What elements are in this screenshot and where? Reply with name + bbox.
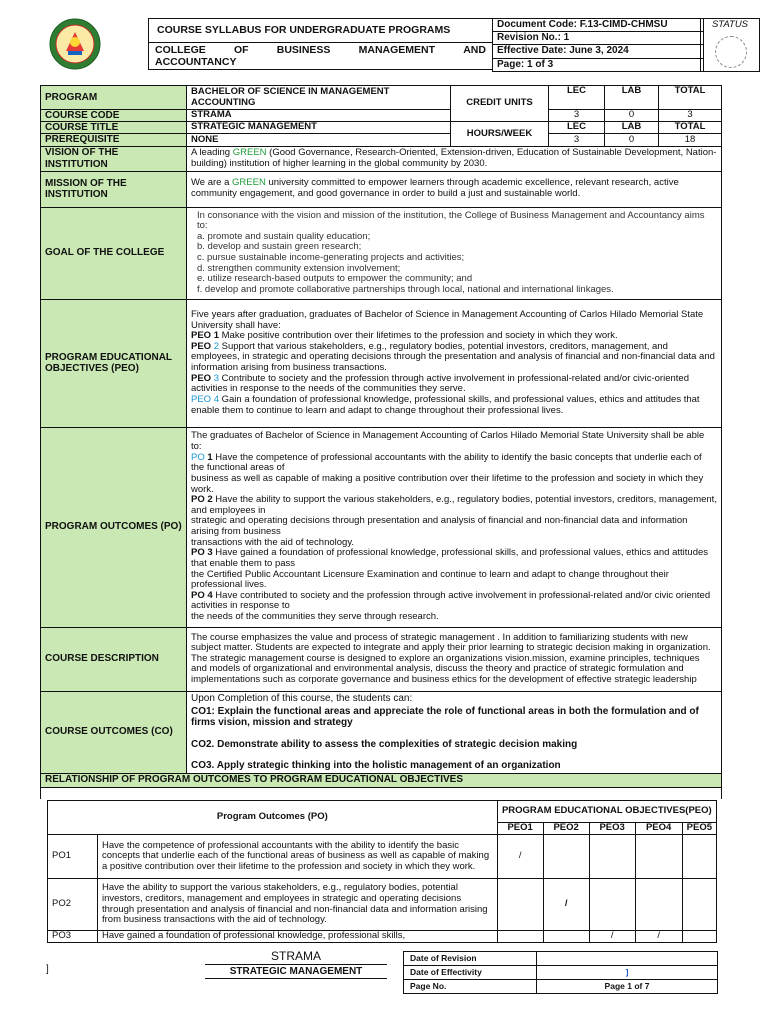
peo4-header: PEO4 [635, 823, 682, 835]
po-4: PO 4 Have contributed to society and the profession through active involvement in professional-related and/or civic oriented activities in response to the needs of the communities they serve through research. [191, 589, 711, 623]
goal-label: GOAL OF THE COLLEGE [41, 207, 187, 299]
peo-1: PEO 1 Make positive contribution over their lifetimes to the profession and society in which they work. [191, 330, 618, 342]
course-code-value: STRAMA [187, 110, 451, 122]
peo-2: PEO 2 Support that various stakeholders, e.g., regulatory bodies, potential investors, creditors, management, and employees, in strategic and operating decisions through the presentation and analysis of financial and non-financial data and information arising from business transactions. [191, 340, 715, 374]
peo-mark: / [589, 931, 635, 943]
goal-text: In consonance with the vision and mission of the institution, the College of Business Management and Accountancy aims to: a. promote and sustain quality education; b. develop and sustain green research; c. pursue sustainable income-generating projects and activities; d. strengthen community extension involvement; e. utilize research-based outputs to empower the community; and f. develop and promote collaborative partnerships through local, national and international linkages. [187, 207, 722, 299]
course-code-label: COURSE CODE [41, 110, 187, 122]
goal-item: c. pursue sustainable income-generating projects and activities; [197, 252, 465, 264]
cu-lec-header: LEC [549, 86, 605, 110]
co-1: CO1: Explain the functional areas and appreciate the role of functional areas in both the formulation and of firms vision, mission and strategy [191, 706, 699, 729]
mission-text: We are a GREEN university committed to empower learners through academic excellence, relevant research, active community engagement, and good governance in order to build a just and sustainable world. [187, 171, 722, 207]
cu-lab-header: LAB [605, 86, 659, 110]
peo-mark [497, 931, 543, 943]
peo-mark: / [497, 835, 543, 879]
program-value: BACHELOR OF SCIENCE IN MANAGEMENT ACCOUNTING [187, 86, 451, 110]
peo-mark [589, 835, 635, 879]
page-indicator: Page: 1 of 3 [492, 59, 704, 73]
po-column-header: Program Outcomes (PO) [48, 801, 498, 835]
peo-text: Five years after graduation, graduates of Bachelor of Science in Management Accounting of Carlos Hilado Memorial State University shall have: PEO 1 Make positive contribution over their lifetimes to the profession and society in which they work. PEO 2 Support that various stakeholders, e.g., regulatory bodies, potential investors, creditors, management, and employees, in strategic and operating decisions through the presentation and analysis of financial and non-financial data and information arising from business transactions. PEO 3 Contribute to society and the profession through active involvement in professional-related and/or civic-oriented activities in response to the needs of the communities they serve. PEO 4 Gain a foundation of professional knowledge, professional skills, and professional values, ethics and attitudes that enable them to continue to learn and adapt to change throughout their professional lives. [187, 299, 722, 427]
document-code: Document Code: F.13-CIMD-CHMSU [492, 18, 704, 32]
po-1: PO 1 Have the competence of professional accountants with the ability to identify the basic concepts that underlie each of the functional areas of business as well as capable of making a positive contribution over their lifetime to the profession and society in which they work. [191, 451, 704, 495]
program-label: PROGRAM [41, 86, 187, 110]
peo5-header: PEO5 [682, 823, 716, 835]
prerequisite-label: PREREQUISITE [41, 134, 187, 146]
course-info-table [40, 85, 722, 799]
po-label: PROGRAM OUTCOMES (PO) [41, 427, 187, 627]
hw-lab-header: LAB [605, 122, 659, 134]
co-2: CO2. Demonstrate ability to assess the complexities of strategic decision making [191, 738, 578, 750]
course-outcomes-text: Upon Completion of this course, the students can: CO1: Explain the functional areas and appreciate the role of functional areas in both the formulation and of firms vision, mission and strategy CO2. Demonstrate ability to assess the complexities of strategic decision making CO3. Apply strategic thinking into the holistic management of an organization [187, 691, 722, 773]
date-of-effectivity-value: ] [537, 966, 718, 980]
date-of-revision-value [537, 952, 718, 966]
peo-4: PEO 4 Gain a foundation of professional knowledge, professional skills, and professional values, ethics and attitudes that enable them to continue to learn and adapt to change throughout their professional lives. [191, 393, 700, 416]
goal-item: a. promote and sustain quality education; [197, 230, 371, 242]
cu-lab-value: 0 [605, 110, 659, 122]
table-row [48, 835, 717, 879]
peo1-header: PEO1 [497, 823, 543, 835]
cu-lec-value: 3 [549, 110, 605, 122]
status-box: STATUS [700, 18, 760, 72]
document-control-block [492, 18, 704, 72]
cu-total-header: TOTAL [659, 86, 722, 110]
course-description-label: COURSE DESCRIPTION [41, 627, 187, 691]
peo-mark [682, 835, 716, 879]
peo-mark [682, 931, 716, 943]
footer-revision-table [403, 951, 718, 994]
university-seal-logo [44, 18, 106, 70]
peo-mark [589, 879, 635, 931]
revision-number: Revision No.: 1 [492, 32, 704, 46]
po-id: PO1 [48, 835, 98, 879]
peo-mark [543, 835, 589, 879]
course-description-text: The course emphasizes the value and process of strategic management . In addition to familiarizing students with new subject matter. Students are expected to integrate and apply their prior learning to strategic decision making in organization. The strategic management course is designed to explore an organizations vision.mission, examine principles, techniques and models of organizational and environmental analysis, discuss the theory and practice of strategic formulation and implementations such as corporate governance and business ethics for the development of effective strategic leadership [187, 627, 722, 691]
table-row [48, 931, 717, 943]
vision-label: VISION OF THE INSTITUTION [41, 146, 187, 171]
peo-mark: / [543, 879, 589, 931]
footer-mark: ] [46, 964, 49, 975]
effective-date: Effective Date: June 3, 2024 [492, 45, 704, 59]
peo2-header: PEO2 [543, 823, 589, 835]
peo-mark [635, 835, 682, 879]
peo-mark [682, 879, 716, 931]
controlled-copy-stamp [715, 36, 747, 68]
hours-week-label: HOURS/WEEK [451, 122, 549, 146]
po-3: PO 3 Have gained a foundation of professional knowledge, professional skills, and professional values, ethics and attitudes that enable them to pass the Certified Public Accountant Licensure Examination and continue to learn and adapt to change throughout their professional lives. [191, 547, 709, 591]
hw-total-value: 18 [659, 134, 722, 146]
page-no-label: Page No. [404, 980, 537, 994]
date-of-revision-label: Date of Revision [404, 952, 537, 966]
po-2: PO 2 Have the ability to support the various stakeholders, e.g., regulatory bodies, potential investors, creditors, management, and employees in strategic and operating decisions through presentation and analysis of financial and non-financial data and information arising from business transactions with the aid of technology. [191, 494, 717, 548]
peo3-header: PEO3 [589, 823, 635, 835]
prerequisite-value: NONE [187, 134, 451, 146]
goal-item: b. develop and sustain green research; [197, 241, 362, 253]
peo-mark [543, 931, 589, 943]
peo-mark [497, 879, 543, 931]
course-title-label: COURSE TITLE [41, 122, 187, 134]
goal-item: d. strengthen community extension involvement; [197, 262, 401, 274]
hw-lec-header: LEC [549, 122, 605, 134]
hw-lab-value: 0 [605, 134, 659, 146]
page-no-value: Page 1 of 7 [537, 980, 718, 994]
goal-item: e. utilize research-based outputs to empower the community; and [197, 273, 473, 285]
goal-item: f. develop and promote collaborative partnerships through local, national and international linkages. [197, 283, 614, 295]
header-title-block [148, 18, 492, 70]
peo-mark [635, 879, 682, 931]
po-description: Have the competence of professional accountants with the ability to identify the basic concepts that underlie each of the functional areas of business as well as capable of making a positive contribution over their lifetime to the profession and society in which they work. [98, 835, 498, 879]
hw-lec-value: 3 [549, 134, 605, 146]
po-description: Have the ability to support the various stakeholders, e.g., regulatory bodies, potential investors, creditors, management and employees in strategic and operating decisions through presentation and analysis of financial and non-financial data and information arising from business transactions with the aid of technology. [98, 879, 498, 931]
table-row [48, 879, 717, 931]
relationship-spacer [41, 787, 722, 799]
relationship-heading: RELATIONSHIP OF PROGRAM OUTCOMES TO PROGRAM EDUCATIONAL OBJECTIVES [41, 773, 722, 787]
course-title-value: STRATEGIC MANAGEMENT [187, 122, 451, 134]
date-of-effectivity-label: Date of Effectivity [404, 966, 537, 980]
peo-3: PEO 3 Contribute to society and the profession through active involvement in professional-related and/or civic-oriented activities in response to the needs of the communities they serve. [191, 372, 689, 395]
co-3: CO3. Apply strategic thinking into the holistic management of an organization [191, 759, 561, 771]
peo-column-header: PROGRAM EDUCATIONAL OBJECTIVES(PEO) [497, 801, 716, 823]
vision-text: A leading GREEN (Good Governance, Research-Oriented, Extension-driven, Education of Sustainable Development, Nation-building) institution of higher learning in the global community by 2030. [187, 146, 722, 171]
cu-total-value: 3 [659, 110, 722, 122]
mission-label: MISSION OF THE INSTITUTION [41, 171, 187, 207]
peo-label: PROGRAM EDUCATIONAL OBJECTIVES (PEO) [41, 299, 187, 427]
po-id: PO3 [48, 931, 98, 943]
po-description: Have gained a foundation of professional knowledge, professional skills, [98, 931, 498, 943]
syllabus-type: COURSE SYLLABUS FOR UNDERGRADUATE PROGRAMS [148, 18, 492, 43]
credit-units-label: CREDIT UNITS [451, 86, 549, 122]
po-peo-relationship-table [47, 800, 717, 943]
peo-mark: / [635, 931, 682, 943]
college-name: COLLEGE OF BUSINESS MANAGEMENT AND ACCOUNTANCY [148, 43, 492, 70]
course-outcomes-label: COURSE OUTCOMES (CO) [41, 691, 187, 773]
po-text: The graduates of Bachelor of Science in Management Accounting of Carlos Hilado Memorial State University shall be able to: PO 1 Have the competence of professional accountants with the ability to identify the basic concepts that underlie each of the functional areas of business as well as capable of making a positive contribution over their lifetime to the profession and society in which they work. PO 2 Have the ability to support the various stakeholders, e.g., regulatory bodies, potential investors, creditors, management, and employees in strategic and operating decisions through presentation and analysis of financial and non-financial data and information arising from business transactions with the aid of technology. PO 3 Have gained a foundation of professional knowledge, professional skills, and professional values, ethics and attitudes that enable them to pass the Certified Public Accountant Licensure Examination and continue to learn and adapt to change throughout their professional lives. PO 4 Have contributed to society and the profession through active involvement in professional-related and/or civic oriented activities in response to the needs of the communities they serve through research. [187, 427, 722, 627]
hw-total-header: TOTAL [659, 122, 722, 134]
po-id: PO2 [48, 879, 98, 931]
footer-course-code: STRAMA [270, 949, 321, 963]
footer-course-title: STRATEGIC MANAGEMENT [205, 964, 387, 979]
document-header [40, 16, 749, 72]
